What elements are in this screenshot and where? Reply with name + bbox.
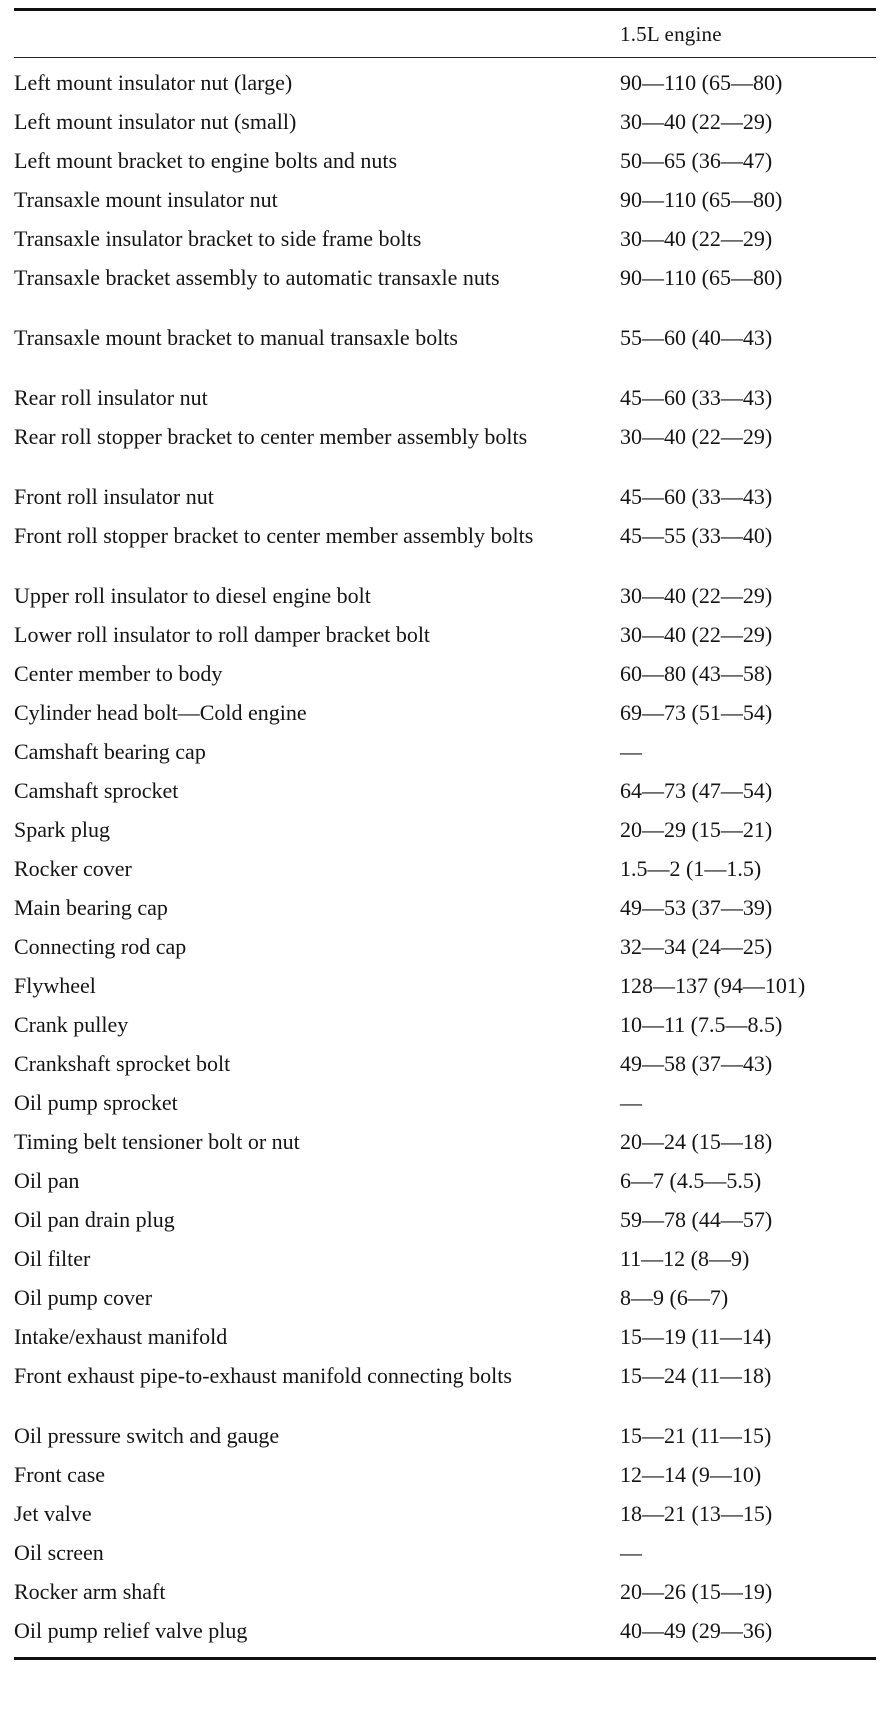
row-value: 90—110 (65—80) [620,187,783,212]
table-row [14,1417,882,1456]
table-row [14,478,882,517]
table-row [14,889,882,928]
table-row [14,1123,882,1162]
row-label: Oil pan [14,1168,80,1193]
row-label: Main bearing cap [14,895,168,920]
row-label: Transaxle insulator bracket to side frame bolts [14,226,422,251]
table-row [14,772,882,811]
row-label: Oil pump relief valve plug [14,1618,248,1643]
row-value: 30—40 (22—29) [620,583,773,608]
row-value: — [620,739,642,764]
table-row [14,259,882,319]
row-label: Lower roll insulator to roll damper bracket bolt [14,622,431,647]
row-label: Left mount insulator nut (large) [14,70,293,95]
table-row [14,181,882,220]
row-value: 45—60 (33—43) [620,484,773,509]
row-label: Front roll stopper bracket to center member assembly bolts [14,523,534,548]
row-label: Transaxle mount bracket to manual transaxle bolts [14,325,458,350]
table-row [14,220,882,259]
row-value: 30—40 (22—29) [620,424,773,449]
table-row [14,1573,882,1612]
row-label: Left mount insulator nut (small) [14,109,297,134]
row-label: Front roll insulator nut [14,484,214,509]
row-value: 40—49 (29—36) [620,1618,773,1643]
row-label: Crank pulley [14,1012,129,1037]
row-value: 20—24 (15—18) [620,1129,773,1154]
row-value: 60—80 (43—58) [620,661,773,686]
row-value: 128—137 (94—101) [620,973,806,998]
row-label: Rocker cover [14,856,132,881]
table-row [14,694,882,733]
row-label: Cylinder head bolt—Cold engine [14,700,307,725]
table-row [14,1456,882,1495]
row-label: Front case [14,1462,106,1487]
row-label: Timing belt tensioner bolt or nut [14,1129,300,1154]
row-label: Oil pan drain plug [14,1207,175,1232]
table-row [14,319,882,379]
row-value: 90—110 (65—80) [620,265,783,290]
torque-spec-table [14,8,882,1660]
table-row [14,811,882,850]
table-row [14,850,882,889]
row-label: Rear roll insulator nut [14,385,208,410]
row-value: 59—78 (44—57) [620,1207,773,1232]
column-header-1-5l-engine: 1.5L engine [620,21,722,46]
table-row [14,103,882,142]
row-value: 20—29 (15—21) [620,817,773,842]
table-row [14,1612,882,1651]
row-value: 12—14 (9—10) [620,1462,762,1487]
row-label: Upper roll insulator to diesel engine bolt [14,583,371,608]
row-label: Jet valve [14,1501,92,1526]
row-label: Oil screen [14,1540,104,1565]
row-value: 20—26 (15—19) [620,1579,773,1604]
row-value: 64—73 (47—54) [620,778,773,803]
table-row [14,928,882,967]
table-row [14,1534,882,1573]
row-value: 32—34 (24—25) [620,934,773,959]
table-row [14,1045,882,1084]
row-label: Crankshaft sprocket bolt [14,1051,231,1076]
table-row [14,142,882,181]
table-row [14,1318,882,1357]
row-value: 15—19 (11—14) [620,1324,772,1349]
row-value: 15—21 (11—15) [620,1423,772,1448]
table-row [14,1084,882,1123]
row-label: Connecting rod cap [14,934,187,959]
table-row [14,1279,882,1318]
table-header-row [14,11,882,57]
row-label: Intake/exhaust manifold [14,1324,228,1349]
row-label: Spark plug [14,817,110,842]
row-value: 11—12 (8—9) [620,1246,750,1271]
row-value: 30—40 (22—29) [620,622,773,647]
row-value: 45—60 (33—43) [620,385,773,410]
row-label: Oil filter [14,1246,91,1271]
row-value: 49—58 (37—43) [620,1051,773,1076]
table-row [14,418,882,478]
row-value: 49—53 (37—39) [620,895,773,920]
table-row [14,1495,882,1534]
row-label: Left mount bracket to engine bolts and nuts [14,148,398,173]
row-label: Camshaft bearing cap [14,739,206,764]
row-label: Transaxle bracket assembly to automatic transaxle nuts [14,265,500,290]
row-label: Oil pump sprocket [14,1090,178,1115]
row-value: 30—40 (22—29) [620,109,773,134]
row-label: Oil pressure switch and gauge [14,1423,280,1448]
table-row [14,64,882,103]
row-label: Front exhaust pipe-to-exhaust manifold connecting bolts [14,1363,512,1388]
table-row [14,1162,882,1201]
row-label: Center member to body [14,661,223,686]
row-value: 1.5—2 (1—1.5) [620,856,762,881]
row-value: 10—11 (7.5—8.5) [620,1012,783,1037]
row-value: 15—24 (11—18) [620,1363,772,1388]
row-label: Camshaft sprocket [14,778,179,803]
row-value: 8—9 (6—7) [620,1285,729,1310]
row-label: Flywheel [14,973,96,998]
table-row [14,967,882,1006]
table-row [14,1201,882,1240]
table-row [14,1240,882,1279]
row-value: 30—40 (22—29) [620,226,773,251]
row-value: 90—110 (65—80) [620,70,783,95]
table-row [14,1357,882,1417]
table-bottom-rule [14,1657,876,1660]
row-label: Oil pump cover [14,1285,153,1310]
row-value: 6—7 (4.5—5.5) [620,1168,762,1193]
row-value: 50—65 (36—47) [620,148,773,173]
table-row [14,577,882,616]
table-row [14,733,882,772]
table-row [14,1006,882,1045]
table-row [14,616,882,655]
row-label: Rocker arm shaft [14,1579,166,1604]
row-label: Rear roll stopper bracket to center member assembly bolts [14,424,528,449]
table-body [14,64,882,1651]
row-label: Transaxle mount insulator nut [14,187,278,212]
row-value: — [620,1090,642,1115]
header-rule [14,57,876,58]
table-row [14,379,882,418]
table-row [14,655,882,694]
row-value: 45—55 (33—40) [620,523,773,548]
row-value: 18—21 (13—15) [620,1501,773,1526]
row-value: 55—60 (40—43) [620,325,773,350]
row-value: — [620,1540,642,1565]
row-value: 69—73 (51—54) [620,700,773,725]
table-row [14,517,882,577]
